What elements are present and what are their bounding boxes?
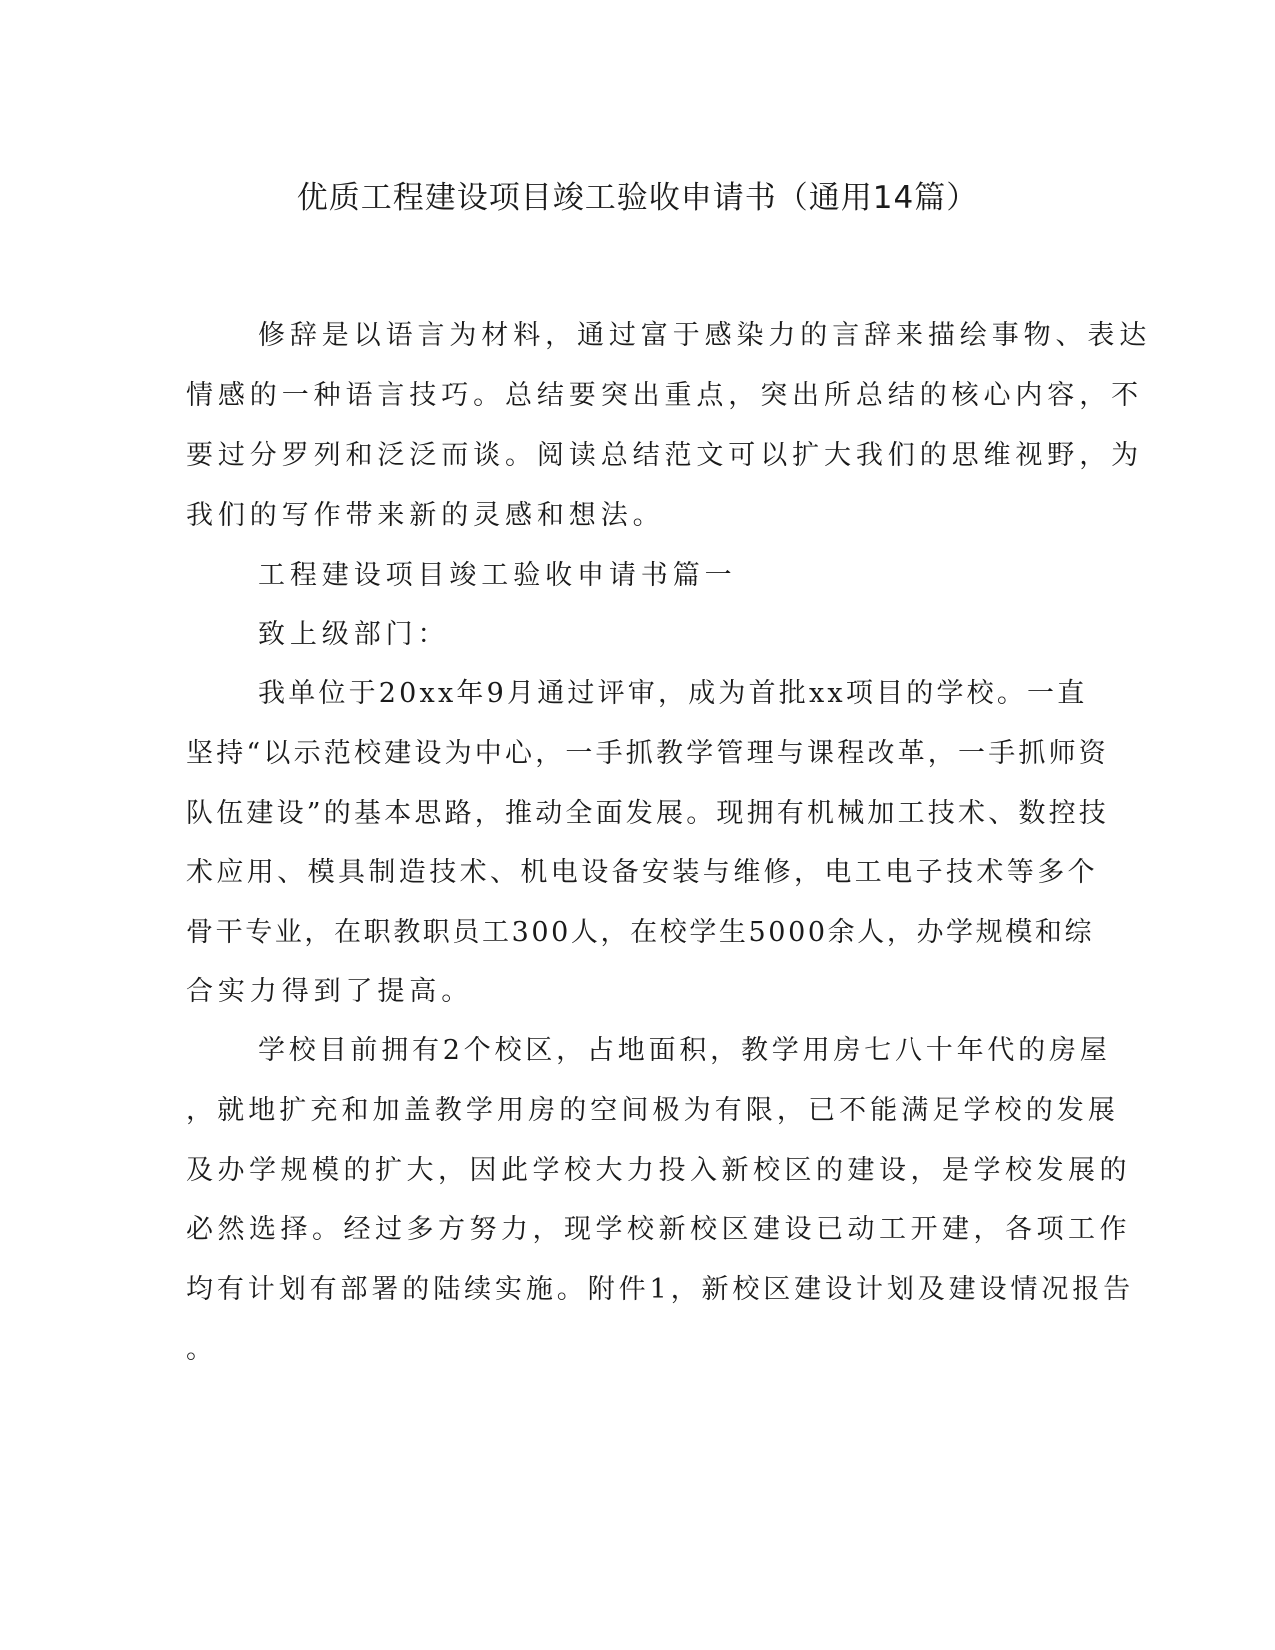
intro-line-2: 情感的一种语言技巧。总结要突出重点，突出所总结的核心内容，不 bbox=[186, 380, 1143, 411]
paragraph-1-line-2: 坚持“以示范校建设为中心，一手抓教学管理与课程改革，一手抓师资 bbox=[186, 738, 1110, 769]
intro-line-1: 修辞是以语言为材料，通过富于感染力的言辞来描绘事物、表达 bbox=[258, 320, 1152, 351]
paragraph-2-line-3: 及办学规模的扩大，因此学校大力投入新校区的建设，是学校发展的 bbox=[186, 1155, 1131, 1186]
paragraph-1-line-4: 术应用、模具制造技术、机电设备安装与维修，电工电子技术等多个 bbox=[186, 857, 1098, 888]
paragraph-1-line-5: 骨干专业，在职教职员工300人，在校学生5000余人，办学规模和综 bbox=[186, 917, 1095, 948]
section-heading: 工程建设项目竣工验收申请书篇一 bbox=[258, 560, 737, 591]
document-title: 优质工程建设项目竣工验收申请书（通用14篇） bbox=[296, 180, 979, 216]
paragraph-2-line-1: 学校目前拥有2个校区，占地面积，教学用房七八十年代的房屋 bbox=[258, 1035, 1111, 1066]
paragraph-1-line-6: 合实力得到了提高。 bbox=[186, 976, 474, 1007]
paragraph-2-line-2: ，就地扩充和加盖教学用房的空间极为有限，已不能满足学校的发展 bbox=[186, 1095, 1119, 1126]
intro-line-4: 我们的写作带来新的灵感和想法。 bbox=[186, 500, 665, 531]
paragraph-1-line-3: 队伍建设”的基本思路，推动全面发展。现拥有机械加工技术、数控技 bbox=[186, 798, 1110, 829]
paragraph-2-line-6: 。 bbox=[186, 1334, 218, 1365]
paragraph-2-line-5: 均有计划有部署的陆续实施。附件1，新校区建设计划及建设情况报告 bbox=[186, 1274, 1135, 1305]
intro-line-3: 要过分罗列和泛泛而谈。阅读总结范文可以扩大我们的思维视野，为 bbox=[186, 440, 1143, 471]
paragraph-1-line-1: 我单位于20xx年9月通过评审，成为首批xx项目的学校。一直 bbox=[258, 678, 1088, 709]
paragraph-2-line-4: 必然选择。经过多方努力，现学校新校区建设已动工开建，各项工作 bbox=[186, 1214, 1131, 1245]
salutation: 致上级部门： bbox=[258, 619, 450, 650]
